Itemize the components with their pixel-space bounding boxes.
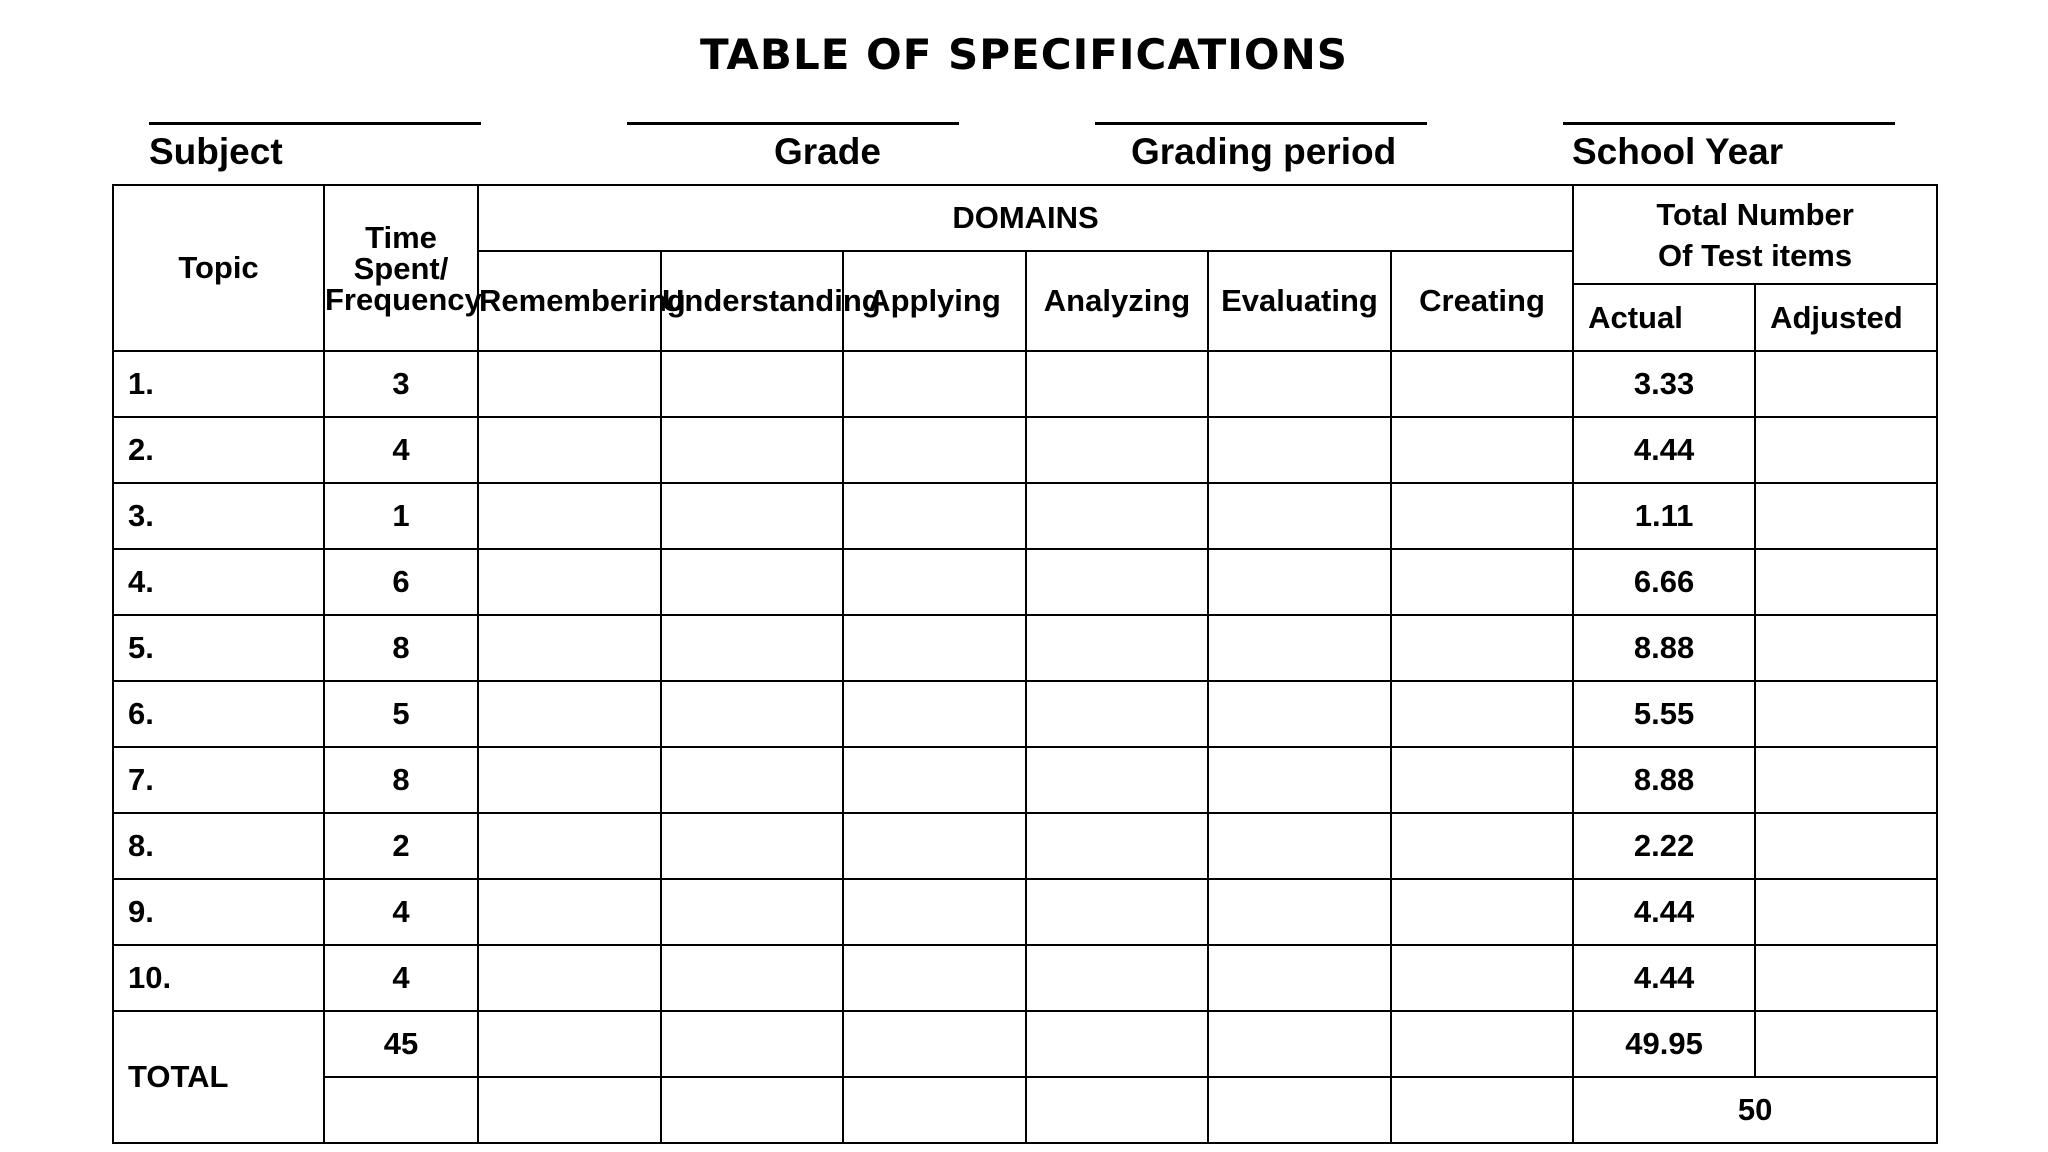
adjusted-cell[interactable] (1755, 813, 1937, 879)
actual-cell: 2.22 (1573, 813, 1755, 879)
evaluating-cell[interactable] (1208, 813, 1391, 879)
understanding-cell[interactable] (661, 681, 843, 747)
analyzing-cell[interactable] (1026, 549, 1208, 615)
total2-applying-cell[interactable] (843, 1077, 1026, 1143)
evaluating-cell[interactable] (1208, 615, 1391, 681)
applying-cell[interactable] (843, 549, 1026, 615)
table-row (113, 681, 1937, 747)
understanding-cell[interactable] (661, 945, 843, 1011)
subject-label: Subject (149, 131, 283, 172)
topic-number: 6. (113, 681, 324, 747)
total2-understanding-cell[interactable] (661, 1077, 843, 1143)
creating-cell[interactable] (1391, 879, 1573, 945)
grading-period-label: Grading period (1131, 131, 1397, 172)
table-row (113, 483, 1937, 549)
analyzing-cell[interactable] (1026, 945, 1208, 1011)
analyzing-cell[interactable] (1026, 879, 1208, 945)
total-applying-cell[interactable] (843, 1011, 1026, 1077)
table-row (113, 615, 1937, 681)
adjusted-cell[interactable] (1755, 549, 1937, 615)
remembering-cell[interactable] (478, 351, 661, 417)
adjusted-cell[interactable] (1755, 615, 1937, 681)
remembering-cell[interactable] (478, 747, 661, 813)
time-spent-cell: 8 (324, 615, 478, 681)
table-row (113, 945, 1937, 1011)
time-spent-cell: 8 (324, 747, 478, 813)
applying-cell[interactable] (843, 417, 1026, 483)
actual-cell: 6.66 (1573, 549, 1755, 615)
evaluating-cell[interactable] (1208, 351, 1391, 417)
actual-cell: 8.88 (1573, 747, 1755, 813)
total-header-line2: Of Test items (1658, 237, 1853, 273)
table-row (113, 747, 1937, 813)
topic-number: 10. (113, 945, 324, 1011)
total-remembering-cell[interactable] (478, 1011, 661, 1077)
understanding-cell[interactable] (661, 483, 843, 549)
time-spent-cell: 3 (324, 351, 478, 417)
understanding-header: Understanding (661, 251, 843, 351)
analyzing-cell[interactable] (1026, 747, 1208, 813)
analyzing-cell[interactable] (1026, 483, 1208, 549)
topic-number: 9. (113, 879, 324, 945)
understanding-cell[interactable] (661, 813, 843, 879)
evaluating-header: Evaluating (1208, 251, 1391, 351)
remembering-cell[interactable] (478, 417, 661, 483)
topic-header: Topic (113, 185, 324, 351)
actual-cell: 4.44 (1573, 945, 1755, 1011)
topic-number: 4. (113, 549, 324, 615)
adjusted-cell[interactable] (1755, 483, 1937, 549)
domains-header: DOMAINS (478, 185, 1573, 251)
topic-number: 5. (113, 615, 324, 681)
time-spent-cell: 5 (324, 681, 478, 747)
actual-cell: 4.44 (1573, 879, 1755, 945)
total-row-2 (113, 1077, 1937, 1143)
creating-cell[interactable] (1391, 483, 1573, 549)
actual-cell: 1.11 (1573, 483, 1755, 549)
adjusted-cell[interactable] (1755, 879, 1937, 945)
understanding-cell[interactable] (661, 417, 843, 483)
topic-number: 8. (113, 813, 324, 879)
total-evaluating-cell[interactable] (1208, 1011, 1391, 1077)
analyzing-header: Analyzing (1026, 251, 1208, 351)
evaluating-cell[interactable] (1208, 945, 1391, 1011)
topic-number: 2. (113, 417, 324, 483)
analyzing-cell[interactable] (1026, 615, 1208, 681)
analyzing-cell[interactable] (1026, 681, 1208, 747)
time-spent-cell: 4 (324, 945, 478, 1011)
actual-cell: 8.88 (1573, 615, 1755, 681)
creating-cell[interactable] (1391, 945, 1573, 1011)
remembering-cell[interactable] (478, 681, 661, 747)
remembering-cell[interactable] (478, 879, 661, 945)
total-creating-cell[interactable] (1391, 1011, 1573, 1077)
adjusted-header: Adjusted (1755, 284, 1937, 351)
adjusted-cell[interactable] (1755, 417, 1937, 483)
evaluating-cell[interactable] (1208, 747, 1391, 813)
creating-cell[interactable] (1391, 813, 1573, 879)
evaluating-cell[interactable] (1208, 483, 1391, 549)
total2-creating-cell[interactable] (1391, 1077, 1573, 1143)
applying-cell[interactable] (843, 615, 1026, 681)
understanding-cell[interactable] (661, 879, 843, 945)
time-spent-cell: 4 (324, 879, 478, 945)
grading-period-line[interactable] (1095, 122, 1427, 125)
total-analyzing-cell[interactable] (1026, 1011, 1208, 1077)
table-row (113, 549, 1937, 615)
table-row (113, 417, 1937, 483)
creating-cell[interactable] (1391, 681, 1573, 747)
adjusted-cell[interactable] (1755, 351, 1937, 417)
creating-header: Creating (1391, 251, 1573, 351)
applying-cell[interactable] (843, 747, 1026, 813)
school-year-label: School Year (1572, 131, 1784, 172)
time-header-line3: Frequency (325, 281, 482, 317)
evaluating-cell[interactable] (1208, 879, 1391, 945)
analyzing-cell[interactable] (1026, 351, 1208, 417)
topic-number: 1. (113, 351, 324, 417)
total2-time-cell[interactable] (324, 1077, 478, 1143)
remembering-cell[interactable] (478, 813, 661, 879)
time-header-line1: Time (365, 219, 437, 255)
time-spent-cell: 1 (324, 483, 478, 549)
time-spent-header (324, 185, 482, 351)
grade-label: Grade (774, 131, 881, 172)
adjusted-cell[interactable] (1755, 681, 1937, 747)
time-spent-cell: 2 (324, 813, 478, 879)
applying-cell[interactable] (843, 945, 1026, 1011)
total2-remembering-cell[interactable] (478, 1077, 661, 1143)
total2-analyzing-cell[interactable] (1026, 1077, 1208, 1143)
creating-cell[interactable] (1391, 615, 1573, 681)
grand-total: 50 (1573, 1077, 1937, 1143)
evaluating-cell[interactable] (1208, 417, 1391, 483)
creating-cell[interactable] (1391, 549, 1573, 615)
analyzing-cell[interactable] (1026, 417, 1208, 483)
analyzing-cell[interactable] (1026, 813, 1208, 879)
understanding-cell[interactable] (661, 747, 843, 813)
actual-cell: 3.33 (1573, 351, 1755, 417)
remembering-cell[interactable] (478, 615, 661, 681)
school-year-line[interactable] (1563, 122, 1895, 125)
total-time-spent: 45 (324, 1011, 478, 1077)
actual-header: Actual (1573, 284, 1755, 351)
actual-cell: 4.44 (1573, 417, 1755, 483)
page-title: TABLE OF SPECIFICATIONS (700, 30, 1348, 79)
total-items-header (1573, 185, 1937, 284)
time-header-line2: Spent/ (353, 250, 449, 286)
total-row (113, 1011, 1937, 1077)
creating-cell[interactable] (1391, 417, 1573, 483)
adjusted-cell[interactable] (1755, 945, 1937, 1011)
remembering-header: Remembering (478, 251, 661, 351)
time-spent-cell: 4 (324, 417, 478, 483)
total-understanding-cell[interactable] (661, 1011, 843, 1077)
evaluating-cell[interactable] (1208, 549, 1391, 615)
specifications-table (112, 184, 1938, 1144)
table-row (113, 351, 1937, 417)
topic-number: 7. (113, 747, 324, 813)
evaluating-cell[interactable] (1208, 681, 1391, 747)
topic-number: 3. (113, 483, 324, 549)
remembering-cell[interactable] (478, 549, 661, 615)
understanding-cell[interactable] (661, 615, 843, 681)
applying-cell[interactable] (843, 681, 1026, 747)
subject-line[interactable] (149, 122, 481, 125)
understanding-cell[interactable] (661, 549, 843, 615)
applying-cell[interactable] (843, 879, 1026, 945)
total-actual: 49.95 (1573, 1011, 1755, 1077)
applying-cell[interactable] (843, 813, 1026, 879)
applying-cell[interactable] (843, 483, 1026, 549)
time-spent-cell: 6 (324, 549, 478, 615)
total-header-line1: Total Number (1656, 196, 1854, 232)
understanding-cell[interactable] (661, 351, 843, 417)
total-label: TOTAL (113, 1011, 324, 1143)
adjusted-cell[interactable] (1755, 747, 1937, 813)
table-row (113, 813, 1937, 879)
remembering-cell[interactable] (478, 945, 661, 1011)
grade-line[interactable] (627, 122, 959, 125)
applying-cell[interactable] (843, 351, 1026, 417)
creating-cell[interactable] (1391, 351, 1573, 417)
creating-cell[interactable] (1391, 747, 1573, 813)
total-adjusted-cell[interactable] (1755, 1011, 1937, 1077)
remembering-cell[interactable] (478, 483, 661, 549)
total2-evaluating-cell[interactable] (1208, 1077, 1391, 1143)
applying-header: Applying (843, 251, 1026, 351)
actual-cell: 5.55 (1573, 681, 1755, 747)
table-row (113, 879, 1937, 945)
